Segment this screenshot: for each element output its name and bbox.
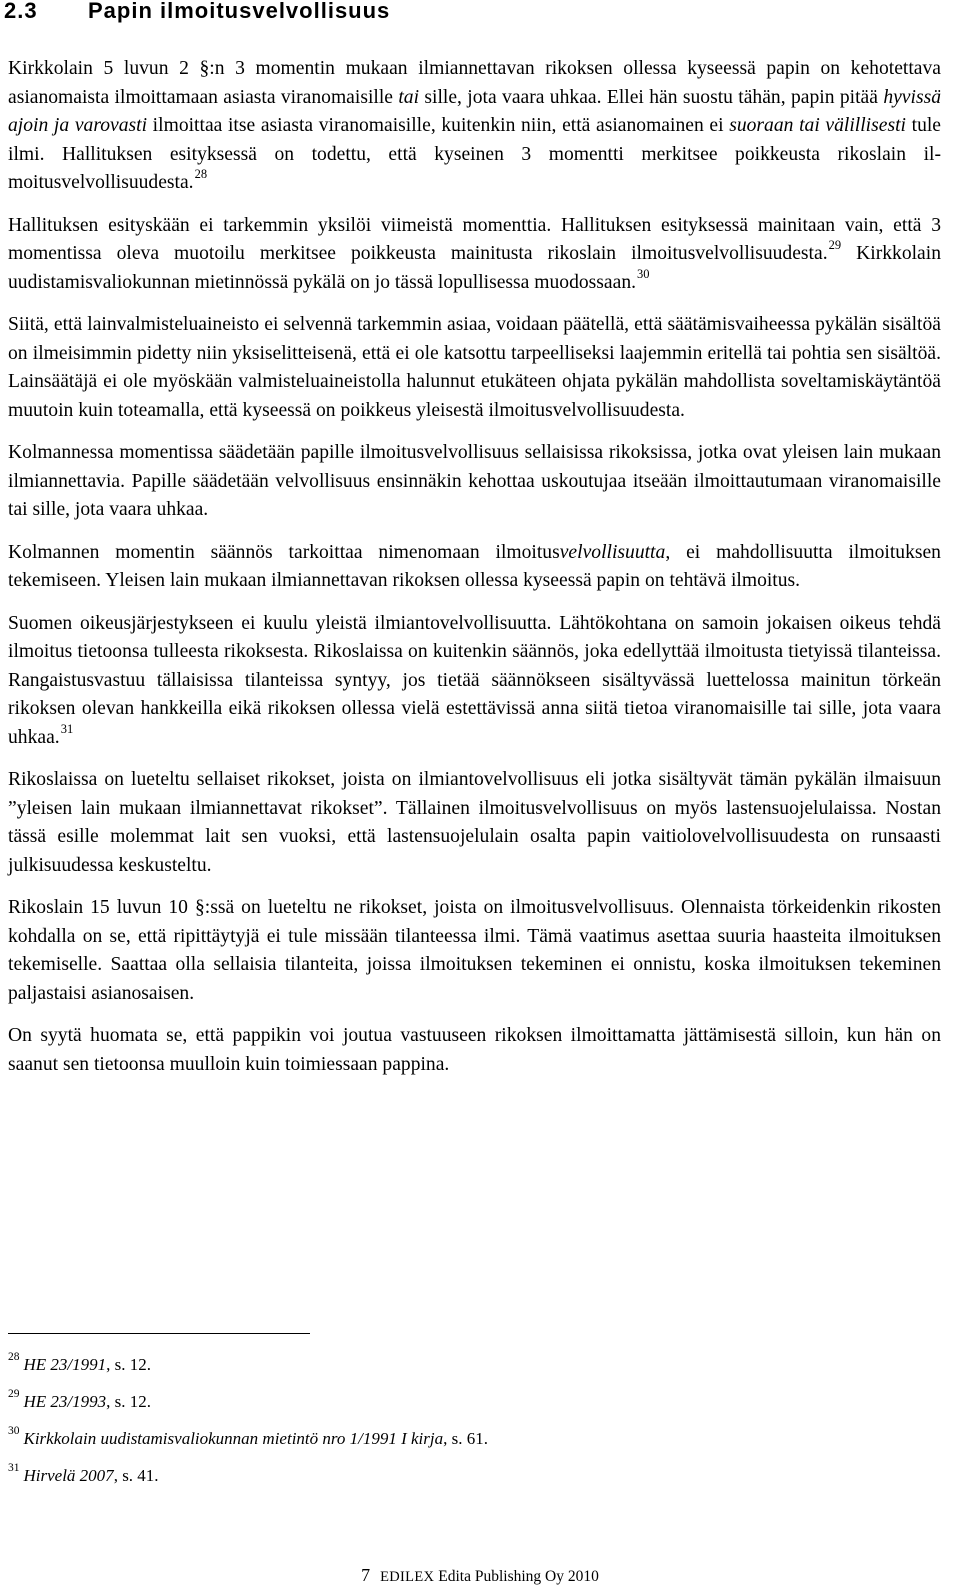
italic-text: velvollisuutta <box>559 541 666 563</box>
section-title: Papin ilmoitusvelvollisuus <box>88 0 391 23</box>
paragraph <box>8 610 941 753</box>
text-run: On syytä huomata se, että pappikin voi joutua vastuuseen rikoksen ilmoittamatta jättämisestä silloin, kun hän on saanut sen tietoonsa muulloin kuin toimiessaan pappina. <box>8 1025 941 1075</box>
footnote-separator <box>8 1333 310 1334</box>
footnote-reference: 31 <box>60 721 74 736</box>
text-run: Kirkkolain uudistamisvaliokunnan mietinnössä pykälä on jo tässä lopullisessa muodossaan. <box>8 243 941 293</box>
text-run: Kolmannen momentin säännös tarkoittaa nimenomaan ilmoitus <box>8 541 560 563</box>
footer-publisher: Edita Publishing Oy 2010 <box>438 1568 599 1585</box>
footer-brand: EDILEX <box>380 1569 435 1585</box>
footnotes <box>8 1352 908 1500</box>
italic-text: suoraan tai välillisesti <box>729 115 906 136</box>
footnote-page: , s. 41. <box>113 1466 159 1485</box>
text-run: tule ilmi. Hallituksen esityksessä on todettu, että kyseinen 3 momentti merkitsee poikkeusta rikoslain ilmoitusvelvollisuudesta. <box>8 115 942 193</box>
text-run: Rikoslain 15 luvun 10 §:ssä on lueteltu ne rikokset, joista on ilmoitusvelvollisuus. Olennaista törkeidenkin rikosten kohdalla on se, että ripittäytyjä ei tule missään tilanteessa ilmi. Tämä vaatimus asettaa suuria haasteita ilmoituksen tekemiselle. Saattaa olla sellaisia tilanteita, joissa ilmoituksen tekeminen ei onnistu, koska ilmoituksen tekeminen paljastaisi asianosaisen. <box>8 897 941 1004</box>
footnote-reference: 29 <box>828 238 842 253</box>
footnote-number: 28 <box>8 1351 20 1364</box>
footnote-page: , s. 12. <box>106 1392 152 1411</box>
paragraph <box>8 766 941 880</box>
text-run: , ei mahdollisuutta ilmoituksen tekemiseen. Yleisen lain mukaan ilmiannettavan rikoksen ollessa kyseessä papin on tehtävä ilmoitus. <box>8 541 941 591</box>
footnote-page: , s. 61. <box>443 1429 488 1448</box>
text-run: Suomen oikeusjärjestykseen ei kuulu yleistä ilmiantovelvollisuutta. Lähtökohtana on samoin jokaisen oikeus tehdä ilmoitus tietoonsa tulleesta rikoksesta. Rikoslaissa on kuitenkin säännös, joka edellyttää ilmoitusta tietyissä tilanteissa. Rangaistusvastuu tällaisissa tilanteissa syntyy, jos tietää säännökseen sisältyvässä luettelossa mainitun törkeän rikoksen olevan hankkeilla eikä rikoksen ollessa vielä estettävissä anna siitä tietoa viranomaisille tai sille, jota vaara uhkaa. <box>8 612 941 748</box>
footnote-source: Hirvelä 2007 <box>23 1466 114 1485</box>
footnote <box>8 1463 908 1500</box>
text-run: Rikoslaissa on lueteltu sellaiset rikokset, joista on ilmiantovelvollisuus eli jotka sisältyvät tämän pykälän ilmaisuun ”yleisen lain mukaan ilmiannettavat rikokset”. Tällainen ilmoitusvelvollisuus on myös lastensuojelulaissa. Nostan tässä esille molemmat lait sen vuoksi, että lastensuojelulain osalta papin vaitiolovelvollisuudesta on runsaasti julkisuudessa keskusteltu. <box>8 769 941 876</box>
footnote-reference: 30 <box>637 266 650 281</box>
page-footer <box>0 1565 960 1586</box>
text-run: Siitä, että lainvalmisteluaineisto ei selvennä tarkemmin asiaa, voidaan päätellä, että säätämisvaiheessa pykälän sisältöä on ilmeisimmin pidetty niin yksiselitteisenä, että ei ole katsottu tarpeelliseksi laajemmin eritellä tai pohtia sen sisältöä. Lainsäätäjä ei ole myöskään valmisteluaineistolla halunnut etukäteen ohjata pykälän mahdollista soveltamiskäytäntöä muutoin kuin toteamalla, että kyseessä on poikkeus yleisestä ilmoitusvelvollisuudesta. <box>8 314 941 421</box>
paragraph <box>8 311 941 425</box>
italic-text: tai <box>398 86 420 108</box>
body-text <box>8 55 941 1093</box>
footnote-source: Kirkkolain uudistamisvaliokunnan mietintö nro 1/1991 I kirja <box>23 1429 444 1448</box>
text-run: sille, jota vaara uhkaa. Ellei hän suostu tähän, papin pitää <box>419 86 884 108</box>
text-run: Kirkkolain 5 luvun 2 §:n 3 momentin mukaan ilmiannettavan rikoksen ollessa kyseessä papin on kehotettava asianomaista ilmoittamaan asiasta viranomaisille <box>8 58 941 108</box>
footnote-page: , s. 12. <box>106 1355 152 1374</box>
footnote-source: HE 23/1993 <box>23 1392 107 1411</box>
section-heading <box>4 0 390 24</box>
paragraph <box>8 212 941 298</box>
section-number: 2.3 <box>4 0 38 23</box>
footnote <box>8 1352 908 1389</box>
paragraph <box>8 439 941 525</box>
footnote-source: HE 23/1991 <box>23 1355 107 1374</box>
footnote <box>8 1389 908 1426</box>
text-run: Hallituksen esityskään ei tarkemmin yksilöi viimeistä momenttia. Hallituksen esityksessä mainitaan vain, että 3 momentissa oleva muotoilu merkitsee poikkeusta mainitusta rikoslain ilmoitusvelvollisuudesta. <box>8 214 941 264</box>
page-number: 7 <box>361 1565 371 1585</box>
footnote-number: 31 <box>8 1462 20 1475</box>
paragraph <box>8 894 941 1008</box>
paragraph <box>8 1022 941 1079</box>
footnote-number: 30 <box>8 1425 20 1438</box>
italic-text: hyvissä ajoin ja varovasti <box>8 86 941 136</box>
footnote <box>8 1426 908 1463</box>
text-run: ilmoittaa itse asiasta viranomaisille, kuitenkin niin, että asianomainen ei <box>147 115 730 136</box>
footnote-number: 29 <box>8 1388 20 1401</box>
footnote-reference: 28 <box>194 167 208 182</box>
paragraph <box>8 539 941 596</box>
paragraph <box>8 55 941 198</box>
text-run: Kolmannessa momentissa säädetään papille ilmoitusvelvollisuus sellaisissa rikoksissa, jotka ovat yleisen lain mukaan ilmiannettavia. Papille säädetään velvollisuus ensinnäkin kehottaa uskoutujaa itseään ilmoittautumaan viranomaisille tai sille, jota vaara uhkaa. <box>8 442 941 520</box>
